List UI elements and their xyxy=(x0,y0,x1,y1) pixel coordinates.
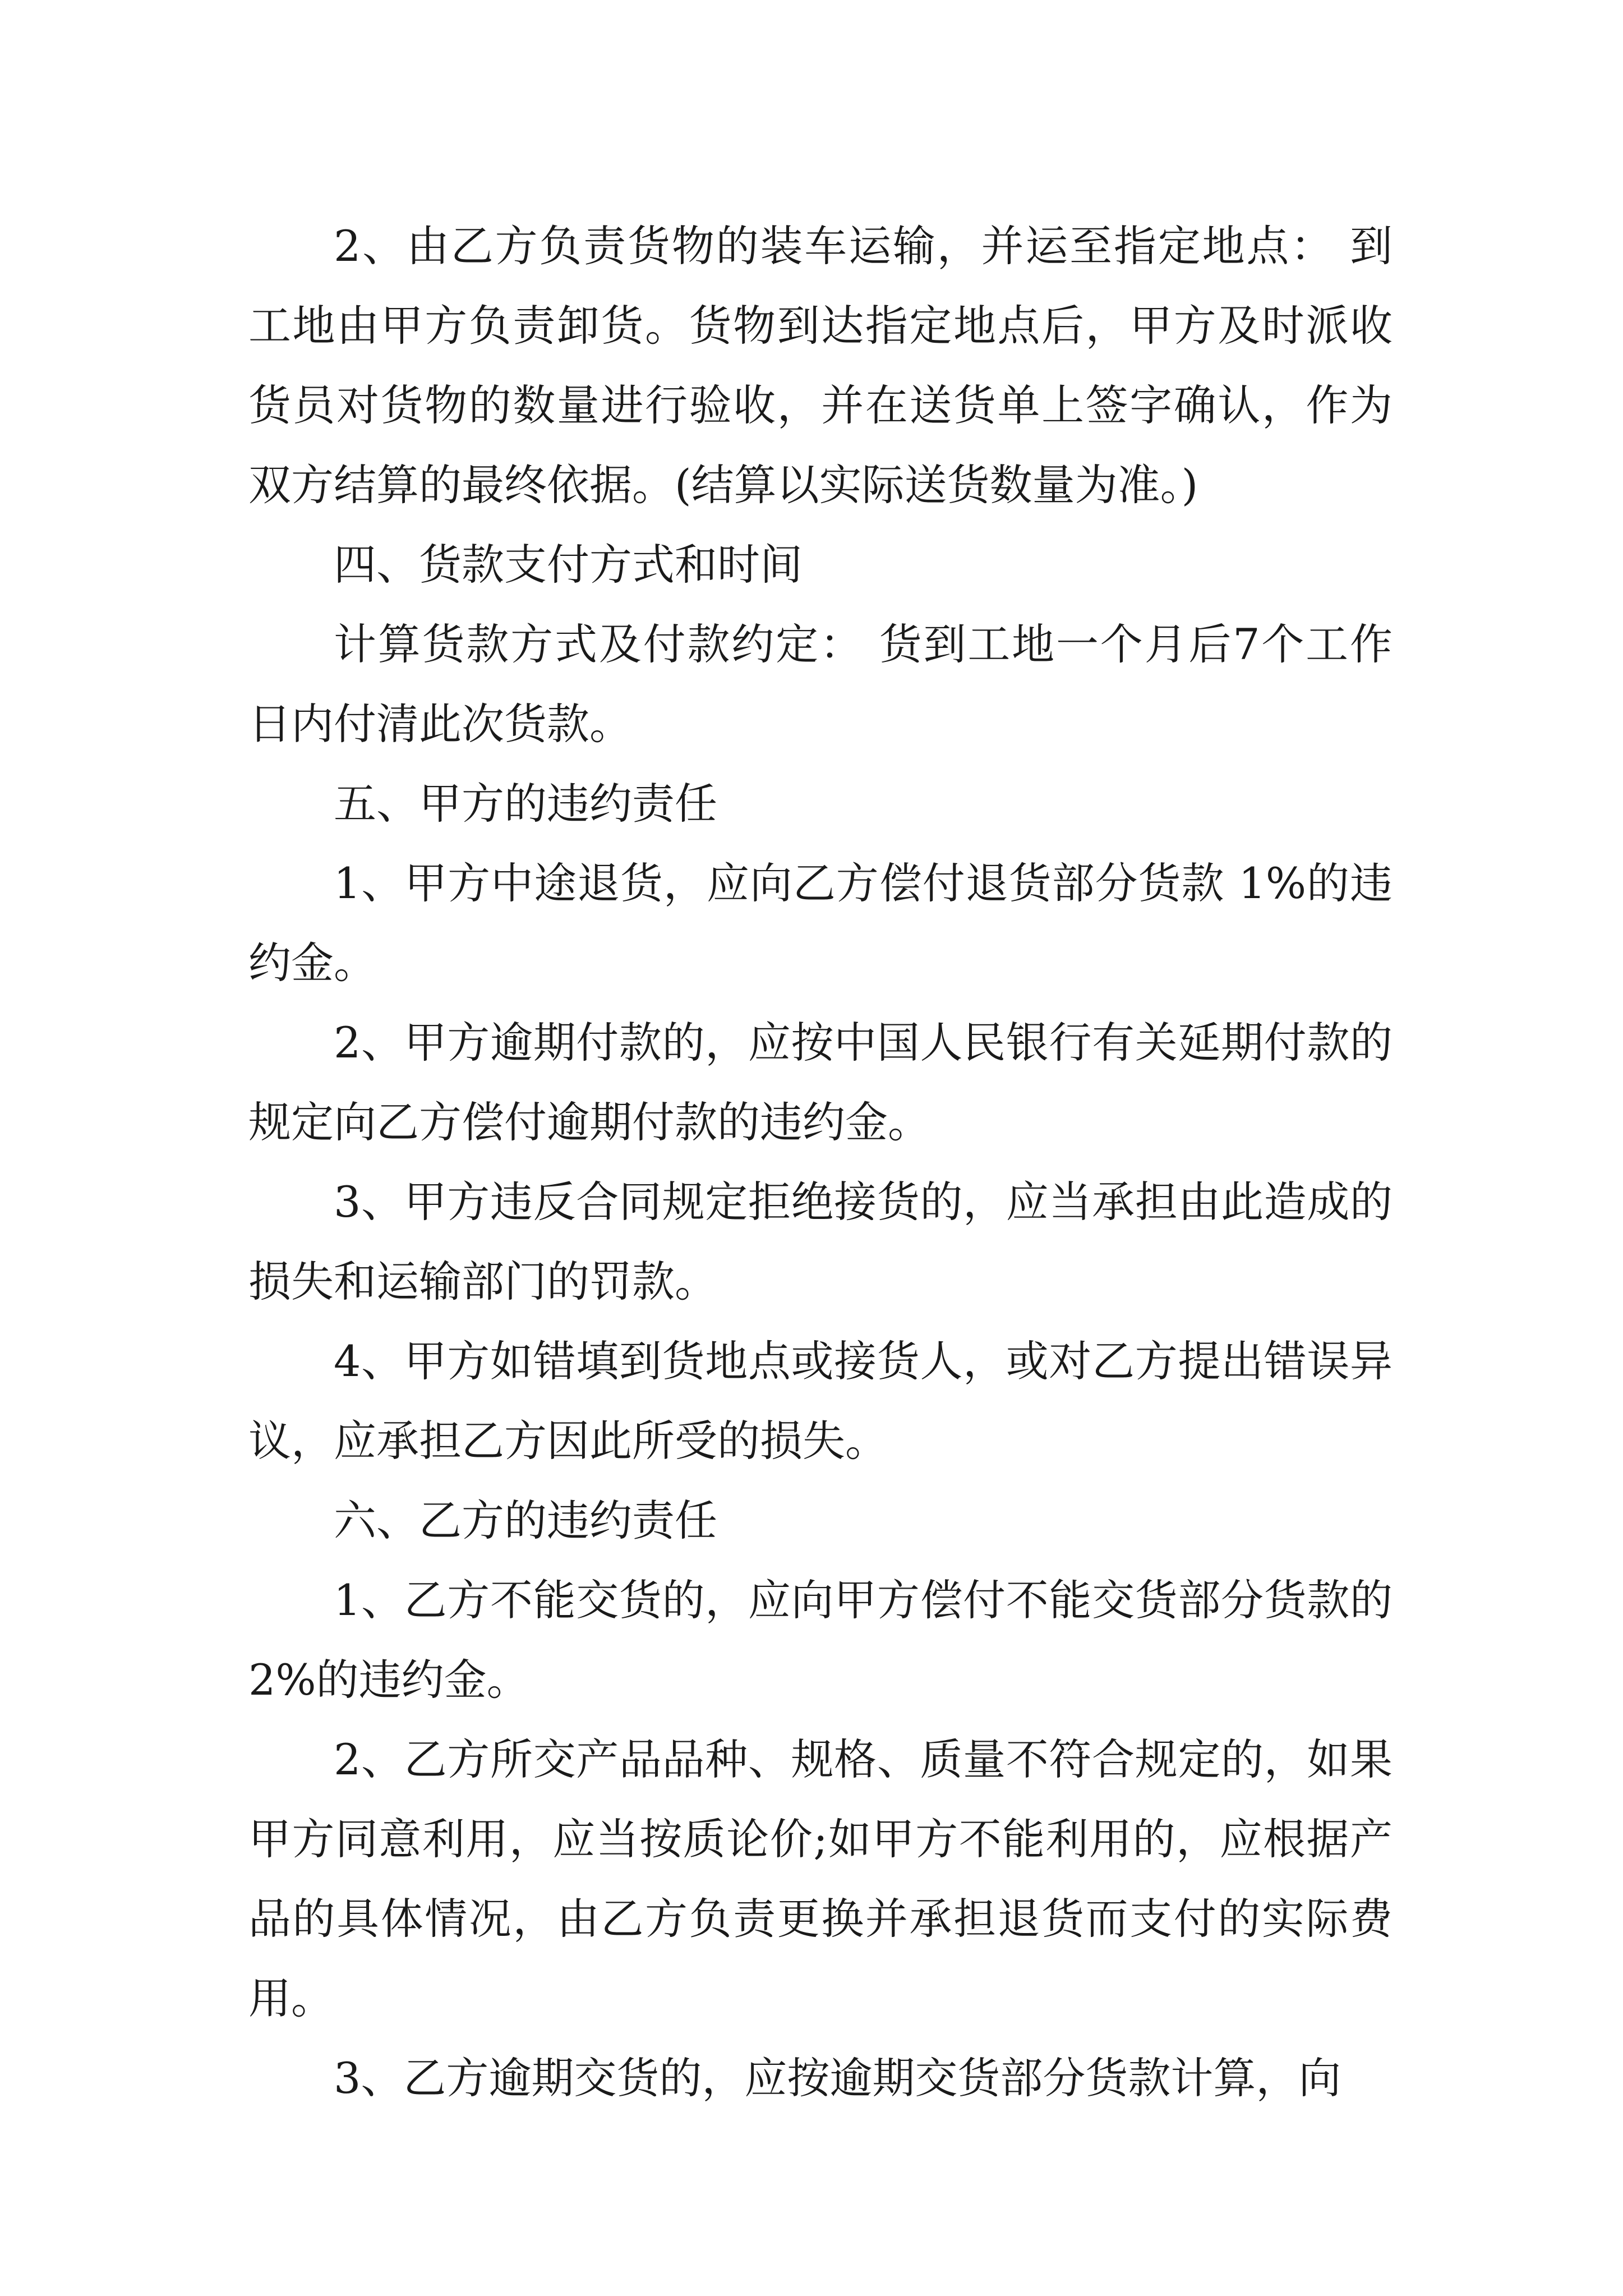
paragraph-party-b-no-delivery: 1、乙方不能交货的，应向甲方偿付不能交货部分货款的 2%的违约金。 xyxy=(248,1575,1393,1705)
heading-party-a-liability: 五、甲方的违约责任 xyxy=(334,779,717,829)
paragraph-party-a-wrong-address: 4、甲方如错填到货地点或接货人，或对乙方提出错误异议，应承担乙方因此所受的损失。 xyxy=(248,1336,1393,1466)
heading-party-b-liability: 六、乙方的违约责任 xyxy=(334,1496,717,1545)
document-body xyxy=(248,206,1393,2118)
paragraph-delivery-transport: 2、由乙方负责货物的装车运输，并运至指定地点： 到工地由甲方负责卸货。货物到达指定地点后，甲方及时派收货员对货物的数量进行验收，并在送货单上签字确认，作为双方结算的最终依据。(结算以实际送货数量为准。) xyxy=(248,221,1393,510)
paragraph-party-b-late-delivery: 3、乙方逾期交货的，应按逾期交货部分货款计算，向 xyxy=(334,2053,1341,2103)
paragraph-payment-terms: 计算货款方式及付款约定： 货到工地一个月后7个工作日内付清此次货款。 xyxy=(248,619,1393,749)
paragraph-party-b-quality: 2、乙方所交产品品种、规格、质量不符合规定的，如果甲方同意利用，应当按质论价;如甲方不能利用的，应根据产品的具体情况，由乙方负责更换并承担退货而支付的实际费用。 xyxy=(248,1734,1393,2023)
paragraph-party-a-return: 1、甲方中途退货，应向乙方偿付退货部分货款 1%的违约金。 xyxy=(248,858,1393,988)
heading-payment-method: 四、货款支付方式和时间 xyxy=(334,540,803,590)
paragraph-party-a-late-payment: 2、甲方逾期付款的，应按中国人民银行有关延期付款的规定向乙方偿付逾期付款的违约金。 xyxy=(248,1018,1393,1147)
paragraph-party-a-refuse-goods: 3、甲方违反合同规定拒绝接货的，应当承担由此造成的损失和运输部门的罚款。 xyxy=(248,1177,1393,1306)
